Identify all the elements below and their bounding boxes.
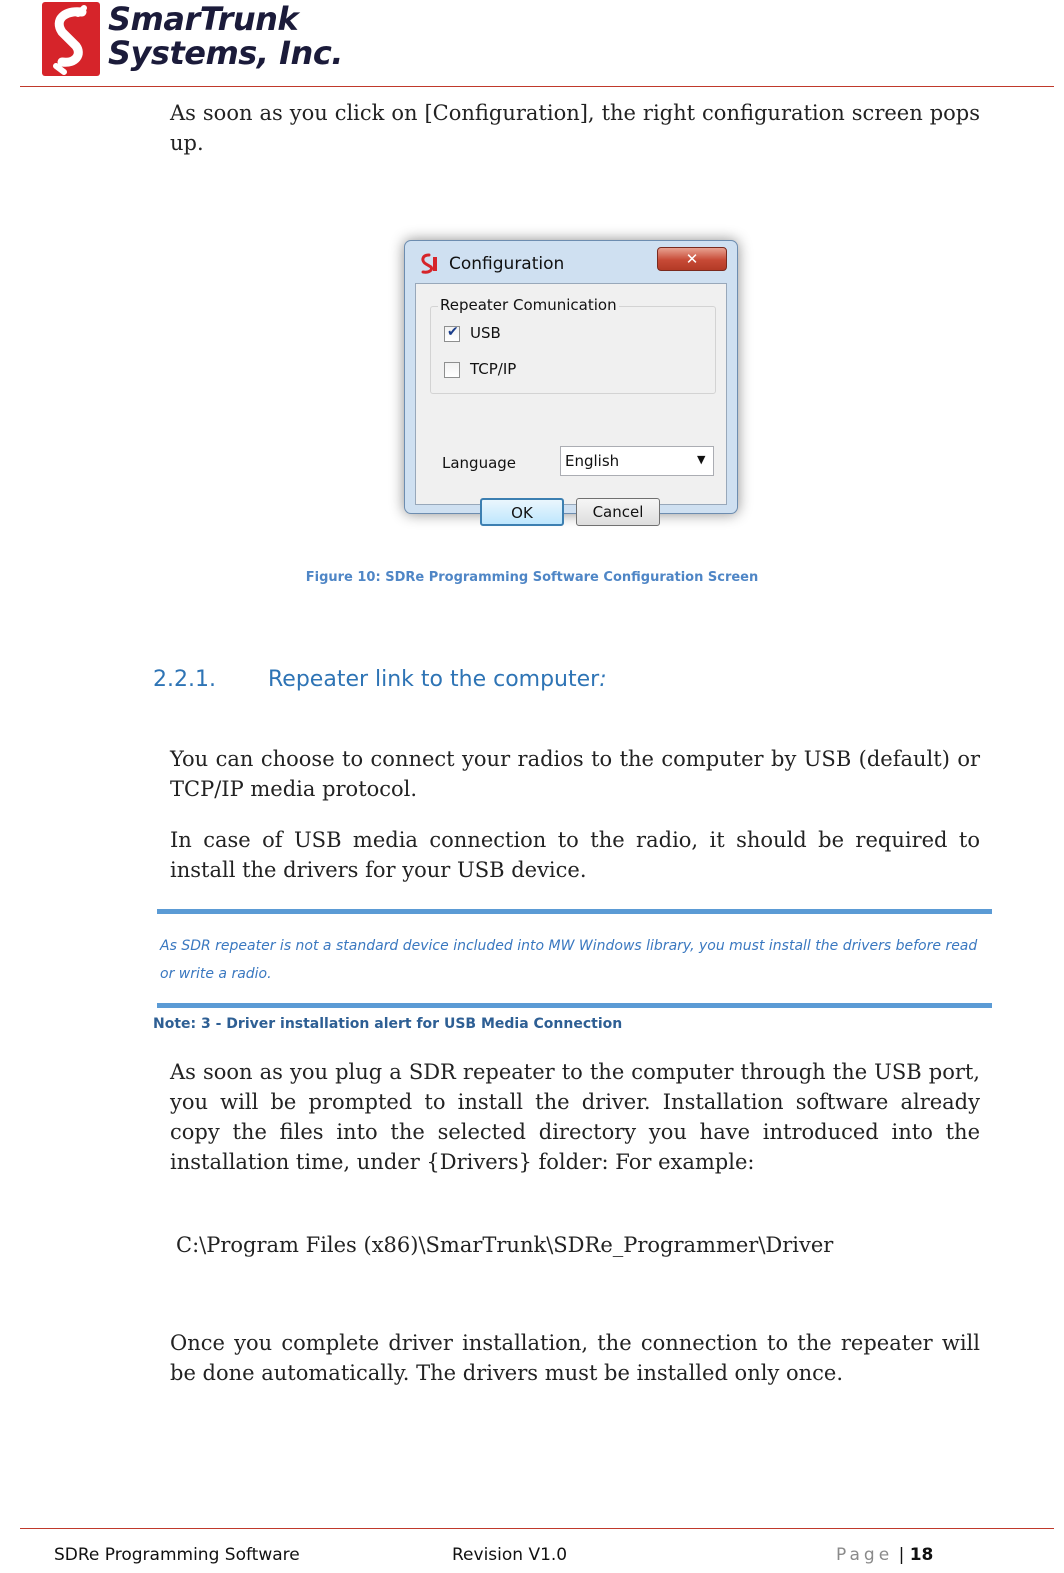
usb-checkbox[interactable] [444, 326, 460, 342]
note-text: As SDR repeater is not a standard device included into MW Windows library, you must install the drivers before read or write a radio. [160, 938, 978, 982]
close-icon: ✕ [685, 250, 699, 268]
footer-page-separator: | [898, 1545, 905, 1565]
driver-path: C:\Program Files (x86)\SmarTrunk\SDRe_Programmer\Driver [176, 1233, 834, 1257]
footer-page-number: 18 [909, 1545, 934, 1565]
checkmark-icon: ✔ [447, 324, 459, 340]
company-name-line1: SmarTrunk [108, 0, 299, 38]
section-title-suffix: : [599, 667, 607, 692]
footer-page-label: Page [836, 1545, 894, 1565]
note-bottom-rule [157, 1003, 992, 1008]
configuration-dialog [404, 240, 738, 522]
paragraph-usb-drivers: In case of USB media connection to the radio, it should be required to install the drivers for your USB device. [170, 828, 980, 882]
logo-s-icon [42, 2, 100, 76]
tcpip-checkbox[interactable] [444, 362, 460, 378]
ok-button[interactable]: OK [480, 498, 564, 526]
cancel-button[interactable]: Cancel [576, 498, 660, 526]
company-logo [42, 2, 100, 76]
language-value: English [565, 452, 620, 470]
chevron-down-icon: ▼ [697, 453, 706, 466]
footer-divider [20, 1528, 1054, 1529]
company-name-line2: Systems, Inc. [108, 34, 343, 72]
language-label: Language [442, 454, 517, 472]
dialog-titlebar [405, 241, 737, 283]
figure-caption: Figure 10: SDRe Programming Software Configuration Screen [305, 570, 759, 585]
paragraph-driver-install: As soon as you plug a SDR repeater to the computer through the USB port, you will be prompted to install the driver. Installation software already copy the files into the selected directory you have introduced into the installation time, under {Drivers} folder: For example: [170, 1060, 980, 1174]
footer-doc-title: SDRe Programming Software [54, 1545, 300, 1565]
dialog-title: Configuration [449, 254, 565, 274]
dialog-body [415, 283, 727, 522]
paragraph-connection-options: You can choose to connect your radios to the computer by USB (default) or TCP/IP media protocol. [170, 747, 980, 801]
group-label: Repeater Comunication [440, 296, 617, 314]
tcpip-option-label: TCP/IP [470, 360, 517, 378]
repeater-communication-group [430, 306, 716, 394]
section-title-text: Repeater link to the computer [268, 667, 600, 692]
intro-paragraph: As soon as you click on [Configuration], the right configuration screen pops up. [170, 101, 980, 155]
section-number: 2.2.1. [153, 667, 216, 692]
note-caption: Note: 3 - Driver installation alert for USB Media Connection [153, 1016, 623, 1032]
close-button[interactable] [657, 247, 727, 271]
footer-revision: Revision V1.0 [452, 1545, 568, 1565]
note-top-rule [157, 909, 992, 914]
header-divider [20, 86, 1054, 87]
usb-option-label: USB [470, 324, 501, 342]
section-title [268, 667, 607, 692]
company-name [108, 2, 343, 70]
app-logo-icon [419, 253, 439, 275]
footer-page [836, 1545, 933, 1565]
language-select[interactable] [560, 446, 714, 476]
paragraph-once-complete: Once you complete driver installation, the connection to the repeater will be done automatically. The drivers must be installed only once. [170, 1331, 980, 1385]
